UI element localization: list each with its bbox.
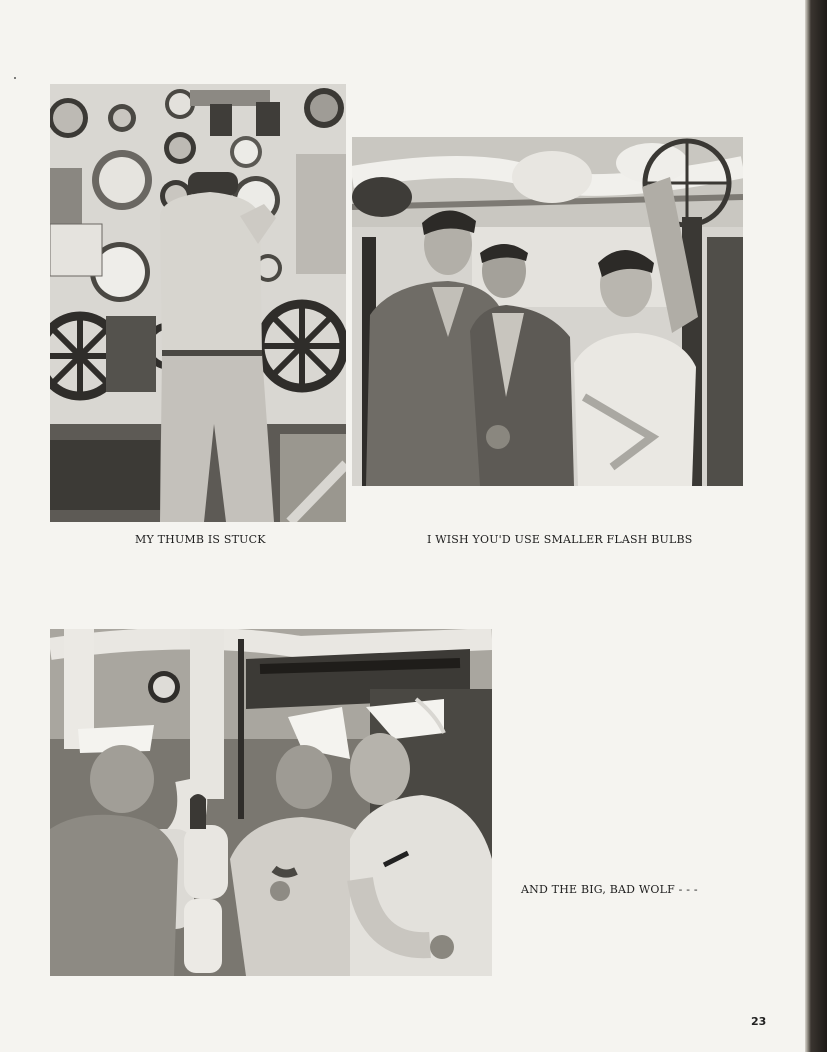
control-panel-photo	[50, 84, 346, 522]
paper-speck	[14, 77, 16, 79]
sailors-in-caps-photo	[50, 629, 492, 976]
page-number: 23	[751, 1015, 767, 1028]
three-sailors-photo	[352, 137, 743, 486]
caption-smaller-flash-bulbs: I WISH YOU'D USE SMALLER FLASH BULBS	[427, 533, 693, 546]
caption-my-thumb-is-stuck: MY THUMB IS STUCK	[135, 533, 266, 546]
caption-big-bad-wolf: AND THE BIG, BAD WOLF - - -	[521, 883, 698, 896]
book-binding-edge	[805, 0, 827, 1052]
